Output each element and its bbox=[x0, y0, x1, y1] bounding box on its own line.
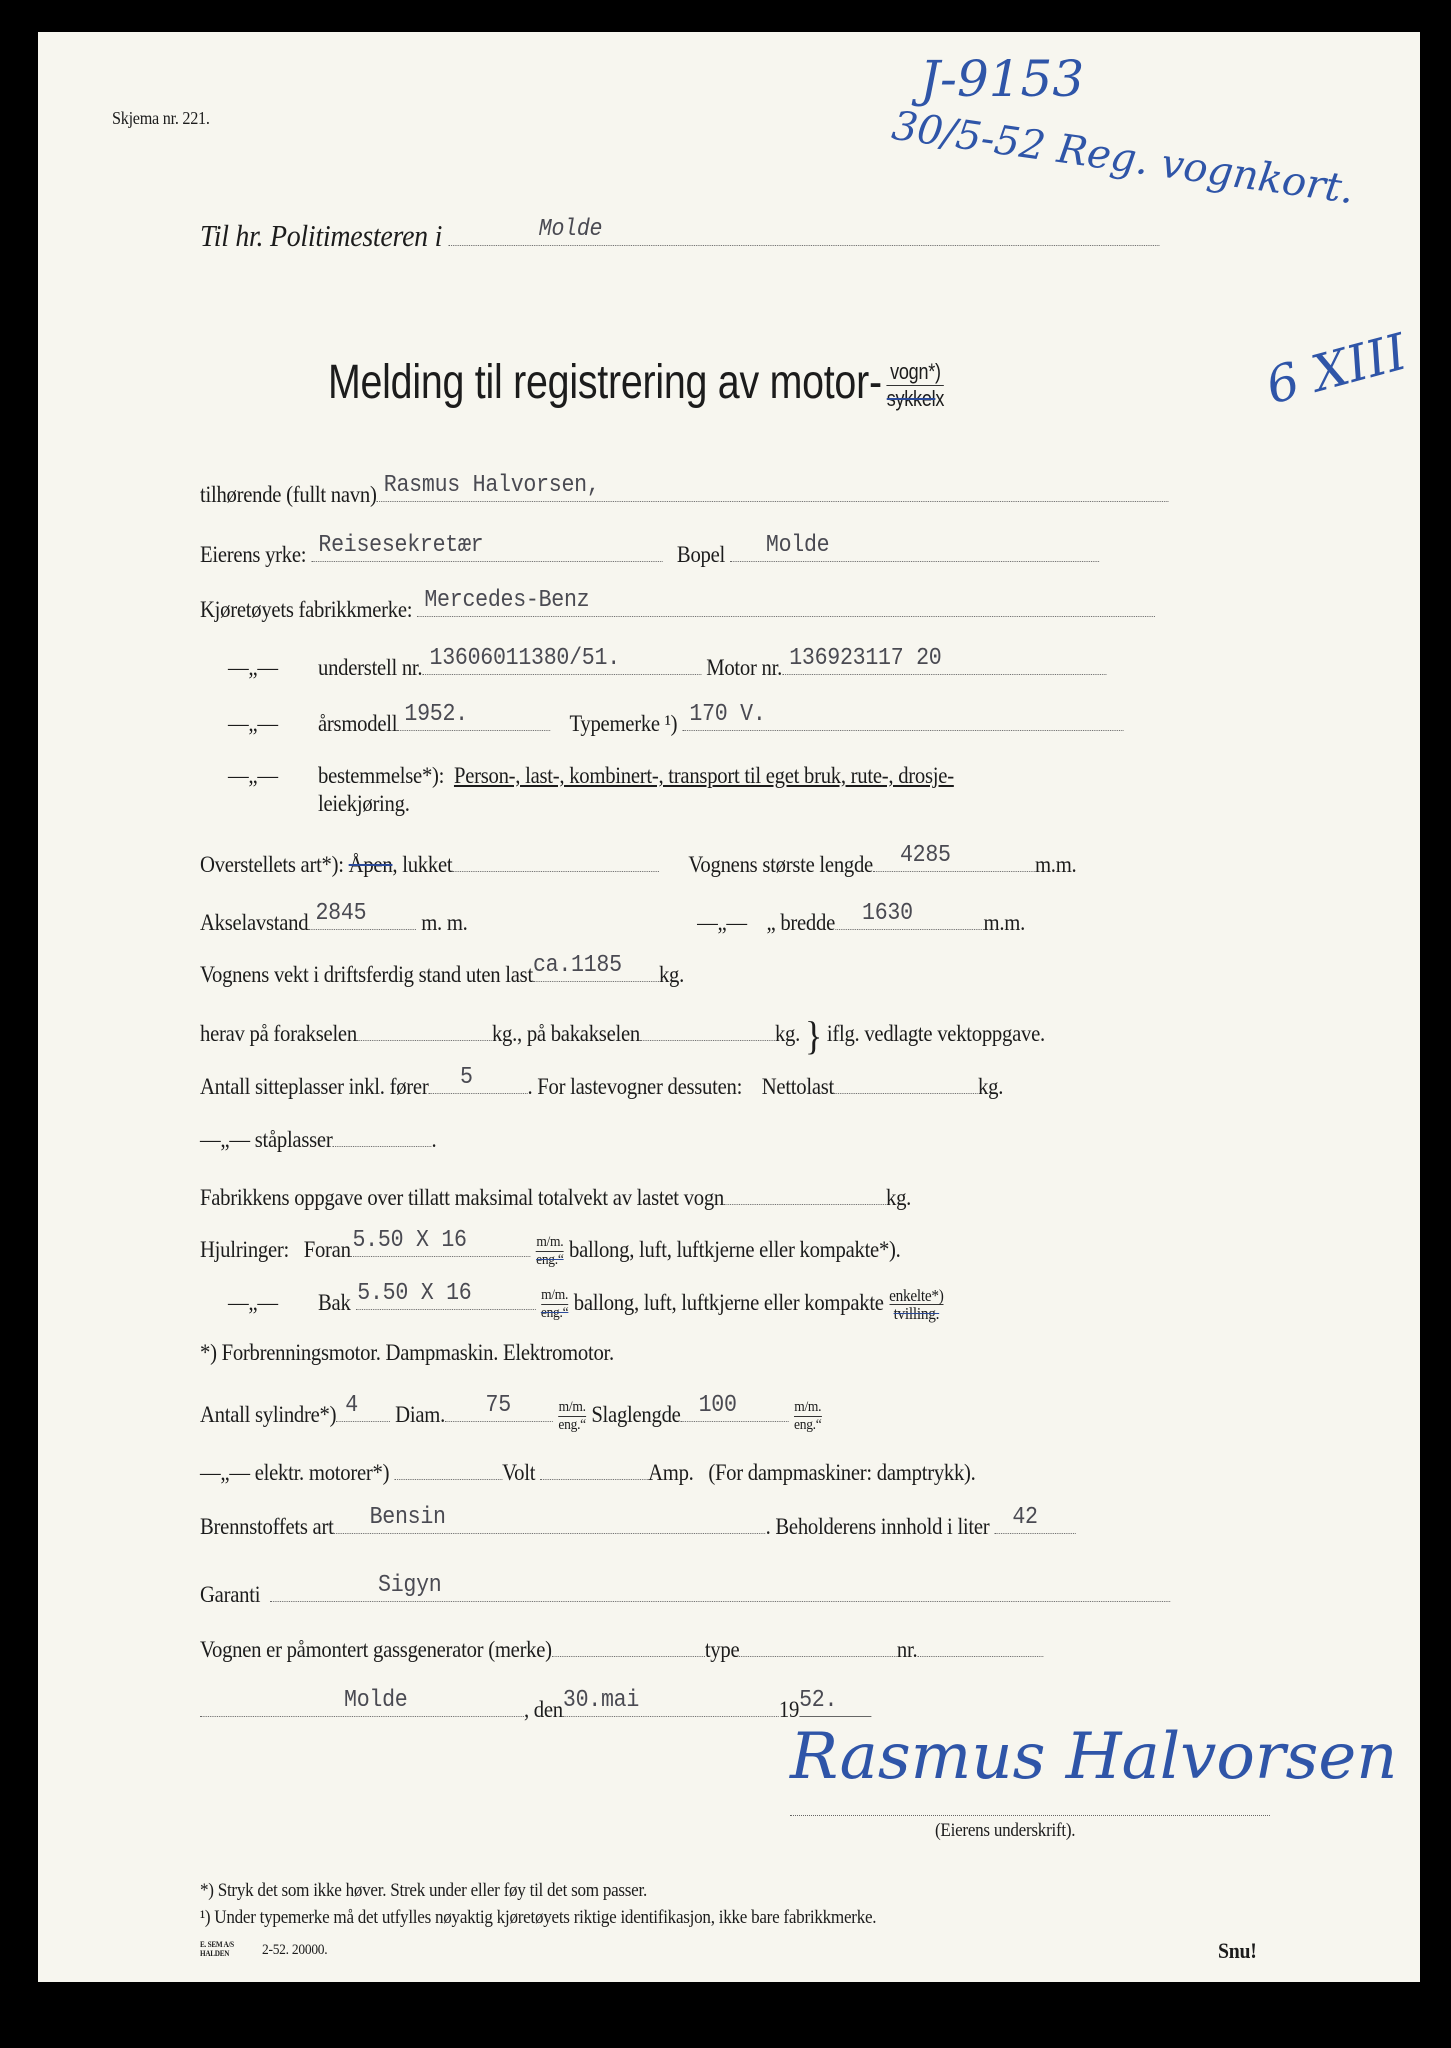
engine-number-field[interactable]: 136923117 20 bbox=[782, 648, 1106, 675]
make-field[interactable]: Mercedes-Benz bbox=[417, 590, 1155, 617]
occupation-field[interactable]: Reisesekretær bbox=[311, 535, 662, 562]
standing-field[interactable] bbox=[332, 1120, 431, 1147]
residence-field[interactable]: Molde bbox=[730, 535, 1099, 562]
length-field[interactable]: 4285 bbox=[873, 845, 1035, 872]
printer-name: E. SEM A/S HALDEN bbox=[200, 1940, 234, 1958]
gas-generator-row: Vognen er påmontert gassgenerator (merke) type nr. bbox=[200, 1630, 1043, 1663]
standing-row: —„— ståplasser . bbox=[200, 1120, 436, 1153]
wheelbase-field[interactable]: 2845 bbox=[308, 903, 416, 930]
addressee-line bbox=[200, 218, 1160, 254]
signature-line bbox=[790, 1815, 1270, 1816]
cylinders-field[interactable]: 4 bbox=[336, 1395, 390, 1422]
fuel-field[interactable]: Bensin bbox=[334, 1507, 766, 1534]
axle-row: herav på forakselen kg., på bakakselen kg. } iflg. vedlagte vektoppgave. bbox=[200, 1013, 1045, 1058]
seats-row: Antall sitteplasser inkl. fører 5 . For lastevogner dessuten: Nettolast kg. bbox=[200, 1064, 1004, 1099]
place-date-row: Molde , den 30.mai 19 52. bbox=[200, 1690, 871, 1723]
rear-axle-field[interactable] bbox=[640, 1014, 775, 1041]
guarantee-row: Garanti Sigyn bbox=[200, 1575, 1170, 1608]
engine-types-row: *) Forbrenningsmotor. Dampmaskin. Elektromotor. bbox=[200, 1340, 614, 1365]
front-axle-field[interactable] bbox=[357, 1014, 492, 1041]
electric-row: —„— elektr. motorer*) Volt Amp. (For dampmaskiner: damptrykk). bbox=[200, 1453, 976, 1486]
body-row: Overstellets art*): Åpen, lukket Vognens største lengde 4285 m.m. bbox=[200, 842, 1077, 877]
handwritten-reference: J-9153 bbox=[920, 50, 1085, 108]
tank-field[interactable]: 42 bbox=[994, 1507, 1075, 1534]
wheelbase-row: Akselavstand 2845 m. m. —„— „ bredde 1630 m.m. bbox=[200, 900, 1026, 935]
owner-row: tilhørende (fullt navn) Rasmus Halvorsen, bbox=[200, 475, 1169, 508]
weight-row: Vognens vekt i driftsferdig stand uten last ca.1185 kg. bbox=[200, 952, 685, 987]
diameter-field[interactable]: 75 bbox=[445, 1395, 553, 1422]
addressee-label: Til hr. Politimesteren i bbox=[200, 218, 443, 253]
print-code: 2-52. 20000. bbox=[262, 1942, 328, 1958]
weight-field[interactable]: ca.1185 bbox=[533, 955, 659, 982]
gas-make-field[interactable] bbox=[552, 1630, 705, 1657]
year-row: —„— årsmodell 1952. Typemerke ¹) 170 V. bbox=[228, 704, 1123, 737]
owner-field[interactable]: Rasmus Halvorsen, bbox=[377, 475, 1169, 502]
vehicle-type-options: vogn*) sykkelx bbox=[886, 358, 945, 411]
fuel-row: Brennstoffets art Bensin . Beholderens innhold i liter 42 bbox=[200, 1507, 1075, 1540]
front-tyre-row: Hjulringer: Foran 5.50 X 16 $\frac{m/m.}{\text{eng.“}}$ ballong, luft, luftkjerne eller kompakte*). bbox=[200, 1227, 901, 1269]
cylinders-row: Antall sylindre*) 4 Diam. 75 $\frac{m/m.}{\text{eng.“}}$ Slaglengde 100 $\frac{m/m.}{\text{eng.“}}$ bbox=[200, 1392, 822, 1434]
front-tyre-field[interactable]: 5.50 X 16 bbox=[351, 1230, 531, 1257]
form-number: Skjema nr. 221. bbox=[112, 108, 210, 128]
date-field[interactable]: 30.mai bbox=[563, 1690, 779, 1717]
type-field[interactable]: 170 V. bbox=[682, 704, 1123, 731]
owner-signature: Rasmus Halvorsen bbox=[790, 1720, 1398, 1794]
occupation-row: Eierens yrke: Reisesekretær Bopel Molde bbox=[200, 535, 1099, 568]
chassis-row: —„— understell nr. 13606011380/51. Motor nr. 136923117 20 bbox=[228, 648, 1106, 681]
place-field[interactable]: Molde bbox=[200, 1690, 524, 1717]
seats-field[interactable]: 5 bbox=[428, 1067, 527, 1094]
make-row: Kjøretøyets fabrikkmerke: Mercedes-Benz bbox=[200, 590, 1155, 623]
stroke-field[interactable]: 100 bbox=[681, 1395, 789, 1422]
purpose-row: —„— bestemmelse*): Person-, last-, kombinert-, transport til eget bruk, rute-, drosje- leiekjøring. bbox=[228, 763, 954, 816]
addressee-field[interactable]: Molde bbox=[449, 219, 1160, 246]
max-weight-row: Fabrikkens oppgave over tillatt maksimal totalvekt av lastet vogn kg. bbox=[200, 1178, 911, 1211]
netload-field[interactable] bbox=[834, 1067, 978, 1094]
year-field[interactable]: 1952. bbox=[397, 704, 550, 731]
gas-nr-field[interactable] bbox=[917, 1630, 1043, 1657]
footnote-2: ¹) Under typemerke må det utfylles nøyaktig kjøretøyets riktige identifikasjon, ikke bare fabrikkmerke. bbox=[200, 1907, 877, 1928]
rear-tyre-row: —„— Bak 5.50 X 16 $\frac{m/m.}{\text{eng.“}}$ ballong, luft, luftkjerne eller kompakte $\frac{\text{enkelte*)}}{\text{tvilling.}}$ bbox=[228, 1280, 944, 1324]
footnote-1: *) Stryk det som ikke høver. Strek under eller føy til det som passer. bbox=[200, 1880, 648, 1901]
guarantee-field[interactable]: Sigyn bbox=[270, 1575, 1170, 1602]
chassis-field[interactable]: 13606011380/51. bbox=[422, 648, 701, 675]
handwritten-code: 6 XIII bbox=[1259, 322, 1413, 416]
amp-field[interactable] bbox=[540, 1453, 648, 1480]
signature-label: (Eierens underskrift). bbox=[935, 1820, 1076, 1841]
gas-type-field[interactable] bbox=[739, 1630, 897, 1657]
max-weight-field[interactable] bbox=[724, 1178, 886, 1205]
handwritten-note: 30/5-52 Reg. vognkort. bbox=[889, 102, 1357, 214]
volt-field[interactable] bbox=[394, 1453, 502, 1480]
rear-tyre-field[interactable]: 5.50 X 16 bbox=[355, 1283, 535, 1310]
width-field[interactable]: 1630 bbox=[835, 903, 983, 930]
page-title bbox=[328, 355, 949, 412]
title-main: Melding til registrering av motor- bbox=[328, 356, 882, 409]
turn-over-note: Snu! bbox=[1218, 1938, 1257, 1963]
